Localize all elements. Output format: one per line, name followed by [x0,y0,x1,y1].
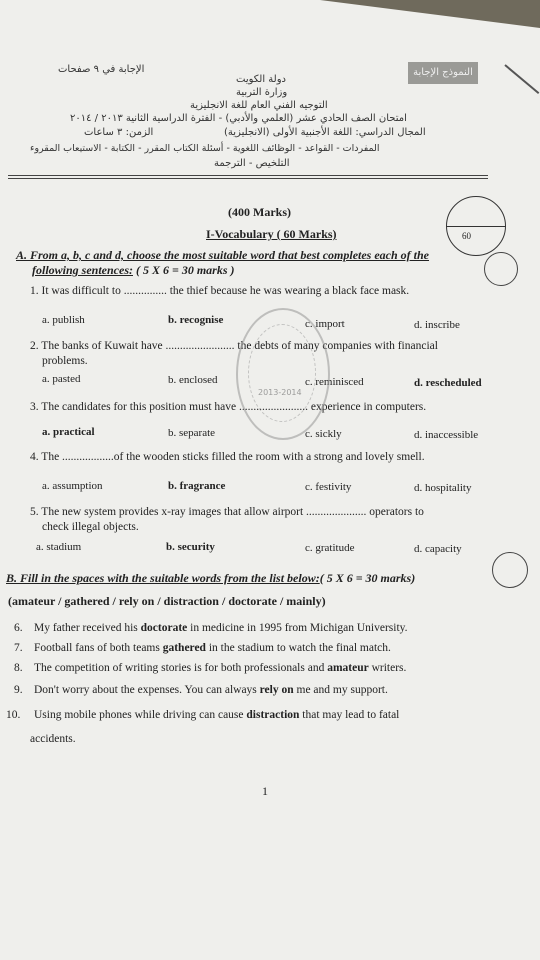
question-number: 5. [30,506,39,518]
sentence-9 [14,684,388,696]
q2-option-a: a. pasted [42,373,81,385]
word-list: (amateur / gathered / rely on / distraction / doctorate / mainly) [8,594,326,608]
state-name: دولة الكويت [236,74,286,85]
question-text: The banks of Kuwait have ........................ the debts of many companies with financial [41,340,438,352]
sentence-answer: gathered [162,642,206,654]
sentence-answer: distraction [246,709,300,721]
sentence-text: that may lead to fatal [299,709,400,721]
q2-option-c: c. reminisced [305,376,364,388]
q1-option-c: c. import [305,318,345,330]
sentence-text: Football fans of both teams [34,642,163,654]
background-corner [320,0,540,28]
sentence-text: writers. [368,662,407,674]
topics-line-1: المفردات - القواعد - الوظائف اللغوية - أسئلة الكتاب المقرر - الكتابة - الاستيعاب المقروء [30,143,380,154]
sentence-text: Don't worry about the expenses. You can always [34,684,260,696]
q5-option-a: a. stadium [36,541,82,553]
sentence-10-cont: accidents. [30,733,76,745]
score-divider [446,226,506,227]
q5-option-d: d. capacity [414,543,462,555]
sentence-text: My father received his [34,622,141,634]
header-rule [8,175,488,176]
q4-option-a: a. assumption [42,480,103,492]
q2-option-b: b. enclosed [168,374,218,386]
sentence-text: in the stadium to watch the final match. [205,642,391,654]
sentence-text: in medicine in 1995 from Michigan University. [187,622,408,634]
part-a-score-circle [484,252,518,286]
time-line: الزمن: ٣ ساعات [84,127,154,138]
question-number: 4. [30,451,39,463]
question-text: The ..................of the wooden sticks filled the room with a strong and lovely smell. [41,451,425,463]
question-3 [30,401,426,413]
sentence-number: 7. [14,642,23,654]
header-rule-2 [8,178,488,179]
part-a-heading: A. From a, b, c and d, choose the most suitable word that best completes each of the [16,248,430,262]
question-number: 1. [30,285,39,297]
sentence-8 [14,662,406,674]
question-1 [30,285,409,297]
sentence-number: 9. [14,684,23,696]
ministry-name: وزارة التربية [236,87,288,98]
pages-note: الإجابة في ٩ صفحات [58,64,145,75]
sentence-6 [14,622,408,634]
q3-option-d: d. inaccessible [414,429,479,441]
q3-option-a: a. practical [42,426,95,438]
sentence-answer: rely on [259,684,294,696]
sentence-7 [14,642,391,654]
page-number: 1 [262,784,268,798]
pen-stroke [504,64,539,94]
part-a-heading-text: following sentences: [32,263,133,277]
score-value: 60 [462,231,471,241]
question-4 [30,451,425,463]
question-5 [30,506,424,518]
part-b-heading-text: B. Fill in the spaces with the suitable words from the list below: [6,571,320,585]
q4-option-c: c. festivity [305,481,352,493]
total-marks: (400 Marks) [228,205,291,219]
school-seal-inner [248,324,316,422]
question-2-cont: problems. [42,355,88,367]
q4-option-d: d. hospitality [414,482,472,494]
question-text: The candidates for this position must have ........................ experience in computers. [41,401,427,413]
q5-option-c: c. gratitude [305,542,355,554]
part-a-marks: ( 5 X 6 = 30 marks ) [133,263,235,277]
seal-year: 2013-2014 [258,388,302,397]
sentence-text: The competition of writing stories is for both professionals and [34,662,328,674]
sentence-number: 6. [14,622,23,634]
sentence-answer: amateur [327,662,369,674]
field-line: المجال الدراسي: اللغة الأجنبية الأولى (الانجليزية) [224,127,426,138]
question-5-cont: check illegal objects. [42,521,139,533]
question-2 [30,340,438,352]
q3-option-c: c. sickly [305,428,342,440]
answer-model-stamp: النموذج الإجابة [408,62,478,84]
topics-line-2: التلخيص - الترجمة [214,158,290,169]
question-number: 3. [30,401,39,413]
exam-title: امتحان الصف الحادي عشر (العلمي والأدبي) - الفترة الدراسية الثانية ٢٠١٣ / ٢٠١٤ [70,113,407,124]
department-name: التوجيه الفني العام للغة الانجليزية [190,100,328,111]
q4-option-b: b. fragrance [168,480,226,492]
question-text: The new system provides x-ray images that allow airport ..................... operators to [41,506,424,518]
sentence-number: 10. [6,709,21,721]
q3-option-b: b. separate [168,427,216,439]
q1-option-b: b. recognise [168,314,224,326]
section-title: I-Vocabulary ( 60 Marks) [206,227,337,241]
part-a-heading-2 [32,263,235,278]
part-b-score-circle [492,552,528,588]
q5-option-b: b. security [166,541,215,553]
sentence-answer: doctorate [140,622,188,634]
question-number: 2. [30,340,39,352]
part-b-heading [6,571,415,586]
sentence-10 [6,709,399,721]
q1-option-a: a. publish [42,314,85,326]
sentence-text: me and my support. [293,684,388,696]
sentence-text: Using mobile phones while driving can cause [34,709,247,721]
q1-option-d: d. inscribe [414,319,460,331]
q2-option-d: d. rescheduled [414,377,482,389]
question-text: It was difficult to ............... the thief because he was wearing a black face mask. [41,285,410,297]
part-b-marks: ( 5 X 6 = 30 marks) [319,571,416,585]
sentence-number: 8. [14,662,23,674]
